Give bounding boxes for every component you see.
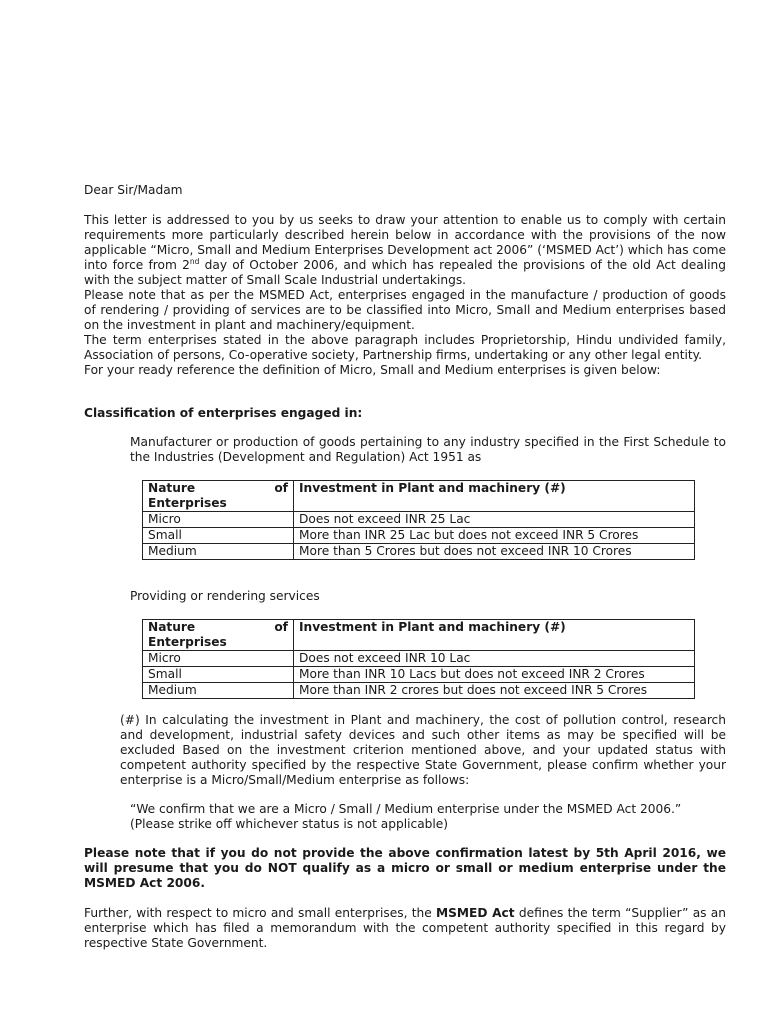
classification-heading: Classification of enterprises engaged in:: [84, 406, 363, 420]
nature-header-word: Enterprises: [148, 635, 227, 649]
supplier-definition-text-2: defines the term “Supplier” as an enterprise which has filed a memorandum with the competent authority specified in this regard by respective State Government.: [84, 906, 726, 950]
investment-cell: Does not exceed INR 10 Lac: [294, 651, 695, 667]
table-row: [143, 528, 695, 544]
paragraph-enterprise-types: The term enterprises stated in the above paragraph includes Proprietorship, Hindu undivided family, Association of persons, Co-operative society, Partnership firms, undertaking or any other legal entity.: [84, 333, 726, 362]
paragraph-classification-basis: Please note that as per the MSMED Act, enterprises engaged in the manufacture / production of goods of rendering / providing of services are to be classified into Micro, Small and Medium enterprises based on the investment in plant and machinery/equipment.: [84, 288, 726, 332]
salutation: Dear Sir/Madam: [84, 183, 183, 197]
nature-header-word: Nature: [148, 620, 196, 634]
supplier-definition-text-1: Further, with respect to micro and small enterprises, the: [84, 906, 437, 920]
paragraph-msmed-act: [84, 213, 726, 288]
msmed-act-emphasis: MSMED Act: [436, 906, 515, 920]
table-row: [143, 544, 695, 560]
investment-footnote: (#) In calculating the investment in Plant and machinery, the cost of pollution control, research and development, industrial safety devices and such other items as may be specified will be excluded Based on the investment criterion mentioned above, and your updated status with competent authority specified by the respective State Government, please confirm whether your enterprise is a Micro/Small/Medium enterprise as follows:: [120, 713, 726, 787]
nature-header: [143, 481, 294, 512]
investment-cell: More than INR 25 Lac but does not exceed INR 5 Crores: [294, 528, 695, 544]
services-intro: Providing or rendering services: [130, 589, 320, 603]
ordinal-suffix: nd: [189, 257, 200, 266]
enterprise-type-cell: Medium: [143, 683, 294, 699]
investment-cell: Does not exceed INR 25 Lac: [294, 512, 695, 528]
enterprise-type-cell: Medium: [143, 544, 294, 560]
supplier-definition: [84, 906, 726, 951]
enterprise-type-cell: Micro: [143, 651, 294, 667]
nature-header-word: of: [274, 620, 288, 634]
confirmation-quote: “We confirm that we are a Micro / Small / Medium enterprise under the MSMED Act 2006.”: [130, 802, 682, 816]
intro-paragraphs: [84, 213, 726, 378]
nature-header-word: Enterprises: [148, 496, 227, 510]
deadline-notice: Please note that if you do not provide the above confirmation latest by 5th April 2016, we will presume that you do NOT qualify as a micro or small or medium enterprise under the MSMED Act 2006.: [84, 846, 726, 890]
paragraph-reference: For your ready reference the definition of Micro, Small and Medium enterprises is given below:: [84, 363, 661, 377]
enterprise-type-cell: Micro: [143, 512, 294, 528]
table-row: [143, 512, 695, 528]
enterprise-type-cell: Small: [143, 667, 294, 683]
strike-off-note: (Please strike off whichever status is not applicable): [130, 817, 449, 831]
paragraph-msmed-act-text-1: This letter is addressed to you by us seeks to draw your attention to enable us to comply with certain requirements more particularly described herein below in accordance with the provisions of the now applicable “Micro, Small and Medium Enterprises Development act 2006” (‘MSMED Act’) which has come into force from 2: [84, 213, 727, 272]
table-row: [143, 683, 695, 699]
manufacturing-table: [142, 480, 695, 560]
investment-cell: More than INR 2 crores but does not exceed INR 5 Crores: [294, 683, 695, 699]
investment-cell: More than 5 Crores but does not exceed INR 10 Crores: [294, 544, 695, 560]
confirmation-block: [130, 802, 730, 832]
table-row: [143, 651, 695, 667]
table-row: [143, 667, 695, 683]
services-table: [142, 619, 695, 699]
table-header-row: [143, 481, 695, 512]
investment-cell: More than INR 10 Lacs but does not exceed INR 2 Crores: [294, 667, 695, 683]
paragraph-msmed-act-text-2: day of October 2006, and which has repealed the provisions of the old Act dealing with the subject matter of Small Scale Industrial undertakings.: [84, 258, 726, 287]
investment-header: Investment in Plant and machinery (#): [294, 620, 695, 651]
nature-header-word: Nature: [148, 481, 196, 495]
nature-header-word: of: [274, 481, 288, 495]
table-header-row: [143, 620, 695, 651]
manufacturing-intro: Manufacturer or production of goods pertaining to any industry specified in the First Schedule to the Industries (Development and Regulation) Act 1951 as: [130, 435, 726, 464]
enterprise-type-cell: Small: [143, 528, 294, 544]
nature-header: [143, 620, 294, 651]
investment-header: Investment in Plant and machinery (#): [294, 481, 695, 512]
